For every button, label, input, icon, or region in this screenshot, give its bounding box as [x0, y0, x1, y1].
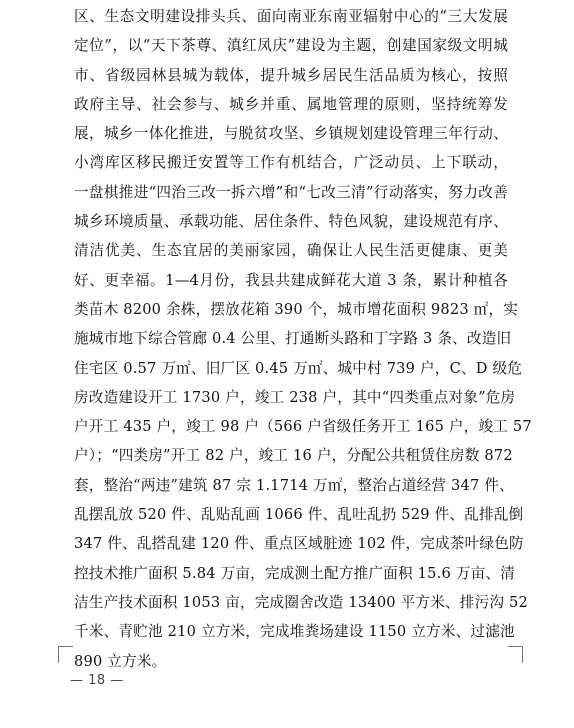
- text-line: 展，城乡一体化推进，与脱贫攻坚、乡镇规划建设管理三年行动、: [74, 125, 508, 143]
- text-line: 户）；“四类房”开工 82 户，竣工 16 户，分配公共租赁住房数 872: [74, 447, 513, 465]
- bottom-left-crop-mark: [58, 646, 73, 663]
- text-line: 千米、青贮池 210 立方米，完成堆粪场建设 1150 立方米、过滤池: [74, 623, 515, 641]
- text-line: 市、省级园林县城为载体，提升城乡居民生活品质为核心，按照: [74, 66, 508, 84]
- text-line: 347 件、乱搭乱建 120 件、重点区域脏迹 102 件，完成茶叶绿色防: [74, 535, 524, 553]
- text-line: 控技术推广面积 5.84 万亩，完成测土配方推广面积 15.6 万亩、清: [74, 564, 515, 582]
- text-line: 好、更幸福。1—4月份，我县共建成鲜花大道 3 条，累计种植各: [74, 271, 508, 289]
- text-line: 洁生产技术面积 1053 亩，完成圈舍改造 13400 平方米、排污沟 52: [74, 593, 528, 611]
- text-line: 清洁优美、生态宜居的美丽家园，确保让人民生活更健康、更美: [74, 242, 508, 260]
- text-line: 一盘棋推进“四治三改一拆六增”和“七改三清”行动落实，努力改善: [74, 183, 508, 201]
- text-line: 房改造建设开工 1730 户，竣工 238 户，其中“四类重点对象”危房: [74, 388, 516, 406]
- text-line: 住宅区 0.57 万㎡、旧厂区 0.45 万㎡、城中村 739 户，C、D 级危: [74, 359, 523, 377]
- page-number: — 18 —: [70, 673, 124, 688]
- body-text: [74, 2, 532, 676]
- text-line: 户开工 435 户，竣工 98 户（566 户省级任务开工 165 户，竣工 57: [74, 418, 532, 436]
- text-line: 小湾库区移民搬迁安置等工作有机结合，广泛动员、上下联动，: [74, 154, 508, 172]
- bottom-right-crop-mark: [508, 646, 523, 663]
- text-line: 套，整治“两违”建筑 87 宗 1.1714 万㎡，整治占道经营 347 件、: [74, 476, 514, 494]
- text-line: 定位”，以“天下茶尊、滇红凤庆”建设为主题，创建国家级文明城: [74, 37, 508, 55]
- text-line: 施城市地下综合管廊 0.4 公里、打通断头路和丁字路 3 条、改造旧: [74, 330, 512, 348]
- text-line: 类苗木 8200 余株，摆放花箱 390 个，城市增花面积 9823 ㎡，实: [74, 300, 519, 318]
- text-line: 区、生态文明建设排头兵、面向南亚东南亚辐射中心的“三大发展: [74, 8, 508, 25]
- text-line: 乱摆乱放 520 件、乱贴乱画 1066 件、乱吐乱扔 529 件、乱排乱倒: [74, 506, 524, 524]
- text-line: 890 立方米。: [74, 652, 167, 670]
- text-line: 城乡环境质量、承载功能、居住条件、特色风貌，建设规范有序、: [74, 213, 508, 231]
- text-line: 政府主导、社会参与、城乡并重、属地管理的原则，坚持统筹发: [74, 95, 508, 113]
